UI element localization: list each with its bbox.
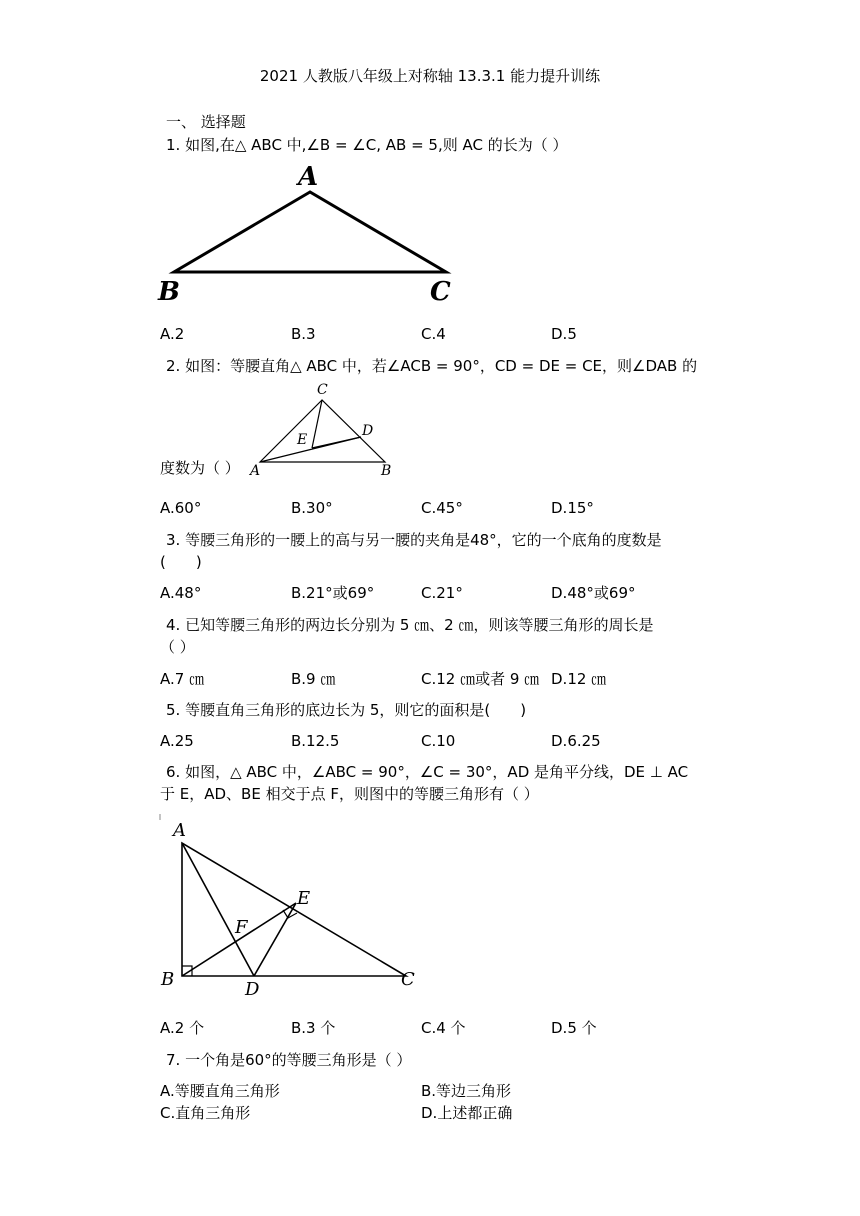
question-6-figure	[155, 812, 425, 1002]
question-2-option-d[interactable]: D.15°	[551, 499, 594, 517]
question-6-option-d[interactable]: D.5 个	[551, 1019, 597, 1037]
question-7-option-a[interactable]: A.等腰直角三角形	[160, 1082, 280, 1100]
question-4-option-c[interactable]: C.12 ㎝或者 9 ㎝	[421, 670, 540, 688]
question-3-option-c[interactable]: C.21°	[421, 584, 463, 602]
question-5-option-b[interactable]: B.12.5	[291, 732, 340, 750]
figure-label-A: A	[298, 162, 319, 192]
question-3-stem-line2: ( )	[160, 553, 202, 571]
question-4-stem-line2: （ ）	[160, 638, 195, 656]
question-7-option-b[interactable]: B.等边三角形	[421, 1082, 512, 1100]
question-3-option-a[interactable]: A.48°	[160, 584, 202, 602]
figure-label-B: B	[158, 277, 180, 307]
question-6-stem: 6. 如图，△ ABC 中，∠ABC = 90°，∠C = 30°，AD 是角平分线，DE ⊥ AC	[166, 763, 689, 781]
figure-label-E: E	[297, 888, 311, 909]
figure-label-A: A	[250, 463, 261, 479]
question-1-option-c[interactable]: C.4	[421, 325, 446, 343]
figure-label-C: C	[317, 382, 328, 398]
question-1-option-b[interactable]: B.3	[291, 325, 316, 343]
question-5-option-c[interactable]: C.10	[421, 732, 456, 750]
section-heading: 一、 选择题	[166, 113, 246, 131]
question-2-figure	[245, 380, 405, 480]
figure-label-B: B	[161, 969, 175, 990]
question-6-option-b[interactable]: B.3 个	[291, 1019, 336, 1037]
question-2-option-a[interactable]: A.60°	[160, 499, 202, 517]
question-2-stem-tail: 度数为（ ）	[160, 459, 240, 477]
figure-label-D: D	[245, 979, 260, 1000]
question-2-option-b[interactable]: B.30°	[291, 499, 333, 517]
question-7-stem: 7. 一个角是60°的等腰三角形是（ ）	[166, 1051, 412, 1069]
question-1-stem: 1. 如图,在△ ABC 中,∠B = ∠C, AB = 5,则 AC 的长为（ ）	[166, 136, 568, 154]
question-2-stem: 2. 如图：等腰直角△ ABC 中，若∠ACB = 90°，CD = DE = CE，则∠DAB 的	[166, 357, 698, 375]
question-5-stem: 5. 等腰直角三角形的底边长为 5，则它的面积是( )	[166, 701, 527, 719]
question-4-option-d[interactable]: D.12 ㎝	[551, 670, 607, 688]
question-6-option-a[interactable]: A.2 个	[160, 1019, 205, 1037]
figure-label-F: F	[235, 917, 248, 938]
question-6-option-c[interactable]: C.4 个	[421, 1019, 466, 1037]
question-4-option-a[interactable]: A.7 ㎝	[160, 670, 205, 688]
figure-label-E: E	[297, 432, 308, 448]
question-4-option-b[interactable]: B.9 ㎝	[291, 670, 336, 688]
figure-label-B: B	[381, 463, 392, 479]
question-3-option-b[interactable]: B.21°或69°	[291, 584, 375, 602]
figure-label-C: C	[430, 277, 451, 307]
question-2-option-c[interactable]: C.45°	[421, 499, 463, 517]
question-5-option-a[interactable]: A.25	[160, 732, 194, 750]
figure-label-D: D	[362, 423, 374, 439]
question-1-option-a[interactable]: A.2	[160, 325, 185, 343]
question-7-option-c[interactable]: C.直角三角形	[160, 1104, 251, 1122]
figure-label-C: C	[401, 969, 415, 990]
question-1-figure	[150, 160, 470, 310]
question-3-stem: 3. 等腰三角形的一腰上的高与另一腰的夹角是48°，它的一个底角的度数是	[166, 531, 662, 549]
question-4-stem: 4. 已知等腰三角形的两边长分别为 5 ㎝、2 ㎝，则该等腰三角形的周长是	[166, 616, 654, 634]
question-7-option-d[interactable]: D.上述都正确	[421, 1104, 513, 1122]
question-1-option-d[interactable]: D.5	[551, 325, 577, 343]
question-6-stem-line2: 于 E，AD、BE 相交于点 F，则图中的等腰三角形有（ ）	[160, 785, 539, 803]
question-3-option-d[interactable]: D.48°或69°	[551, 584, 636, 602]
figure-label-A: A	[173, 820, 186, 841]
question-5-option-d[interactable]: D.6.25	[551, 732, 601, 750]
page-title: 2021 人教版八年级上对称轴 13.3.1 能力提升训练	[259, 67, 601, 85]
